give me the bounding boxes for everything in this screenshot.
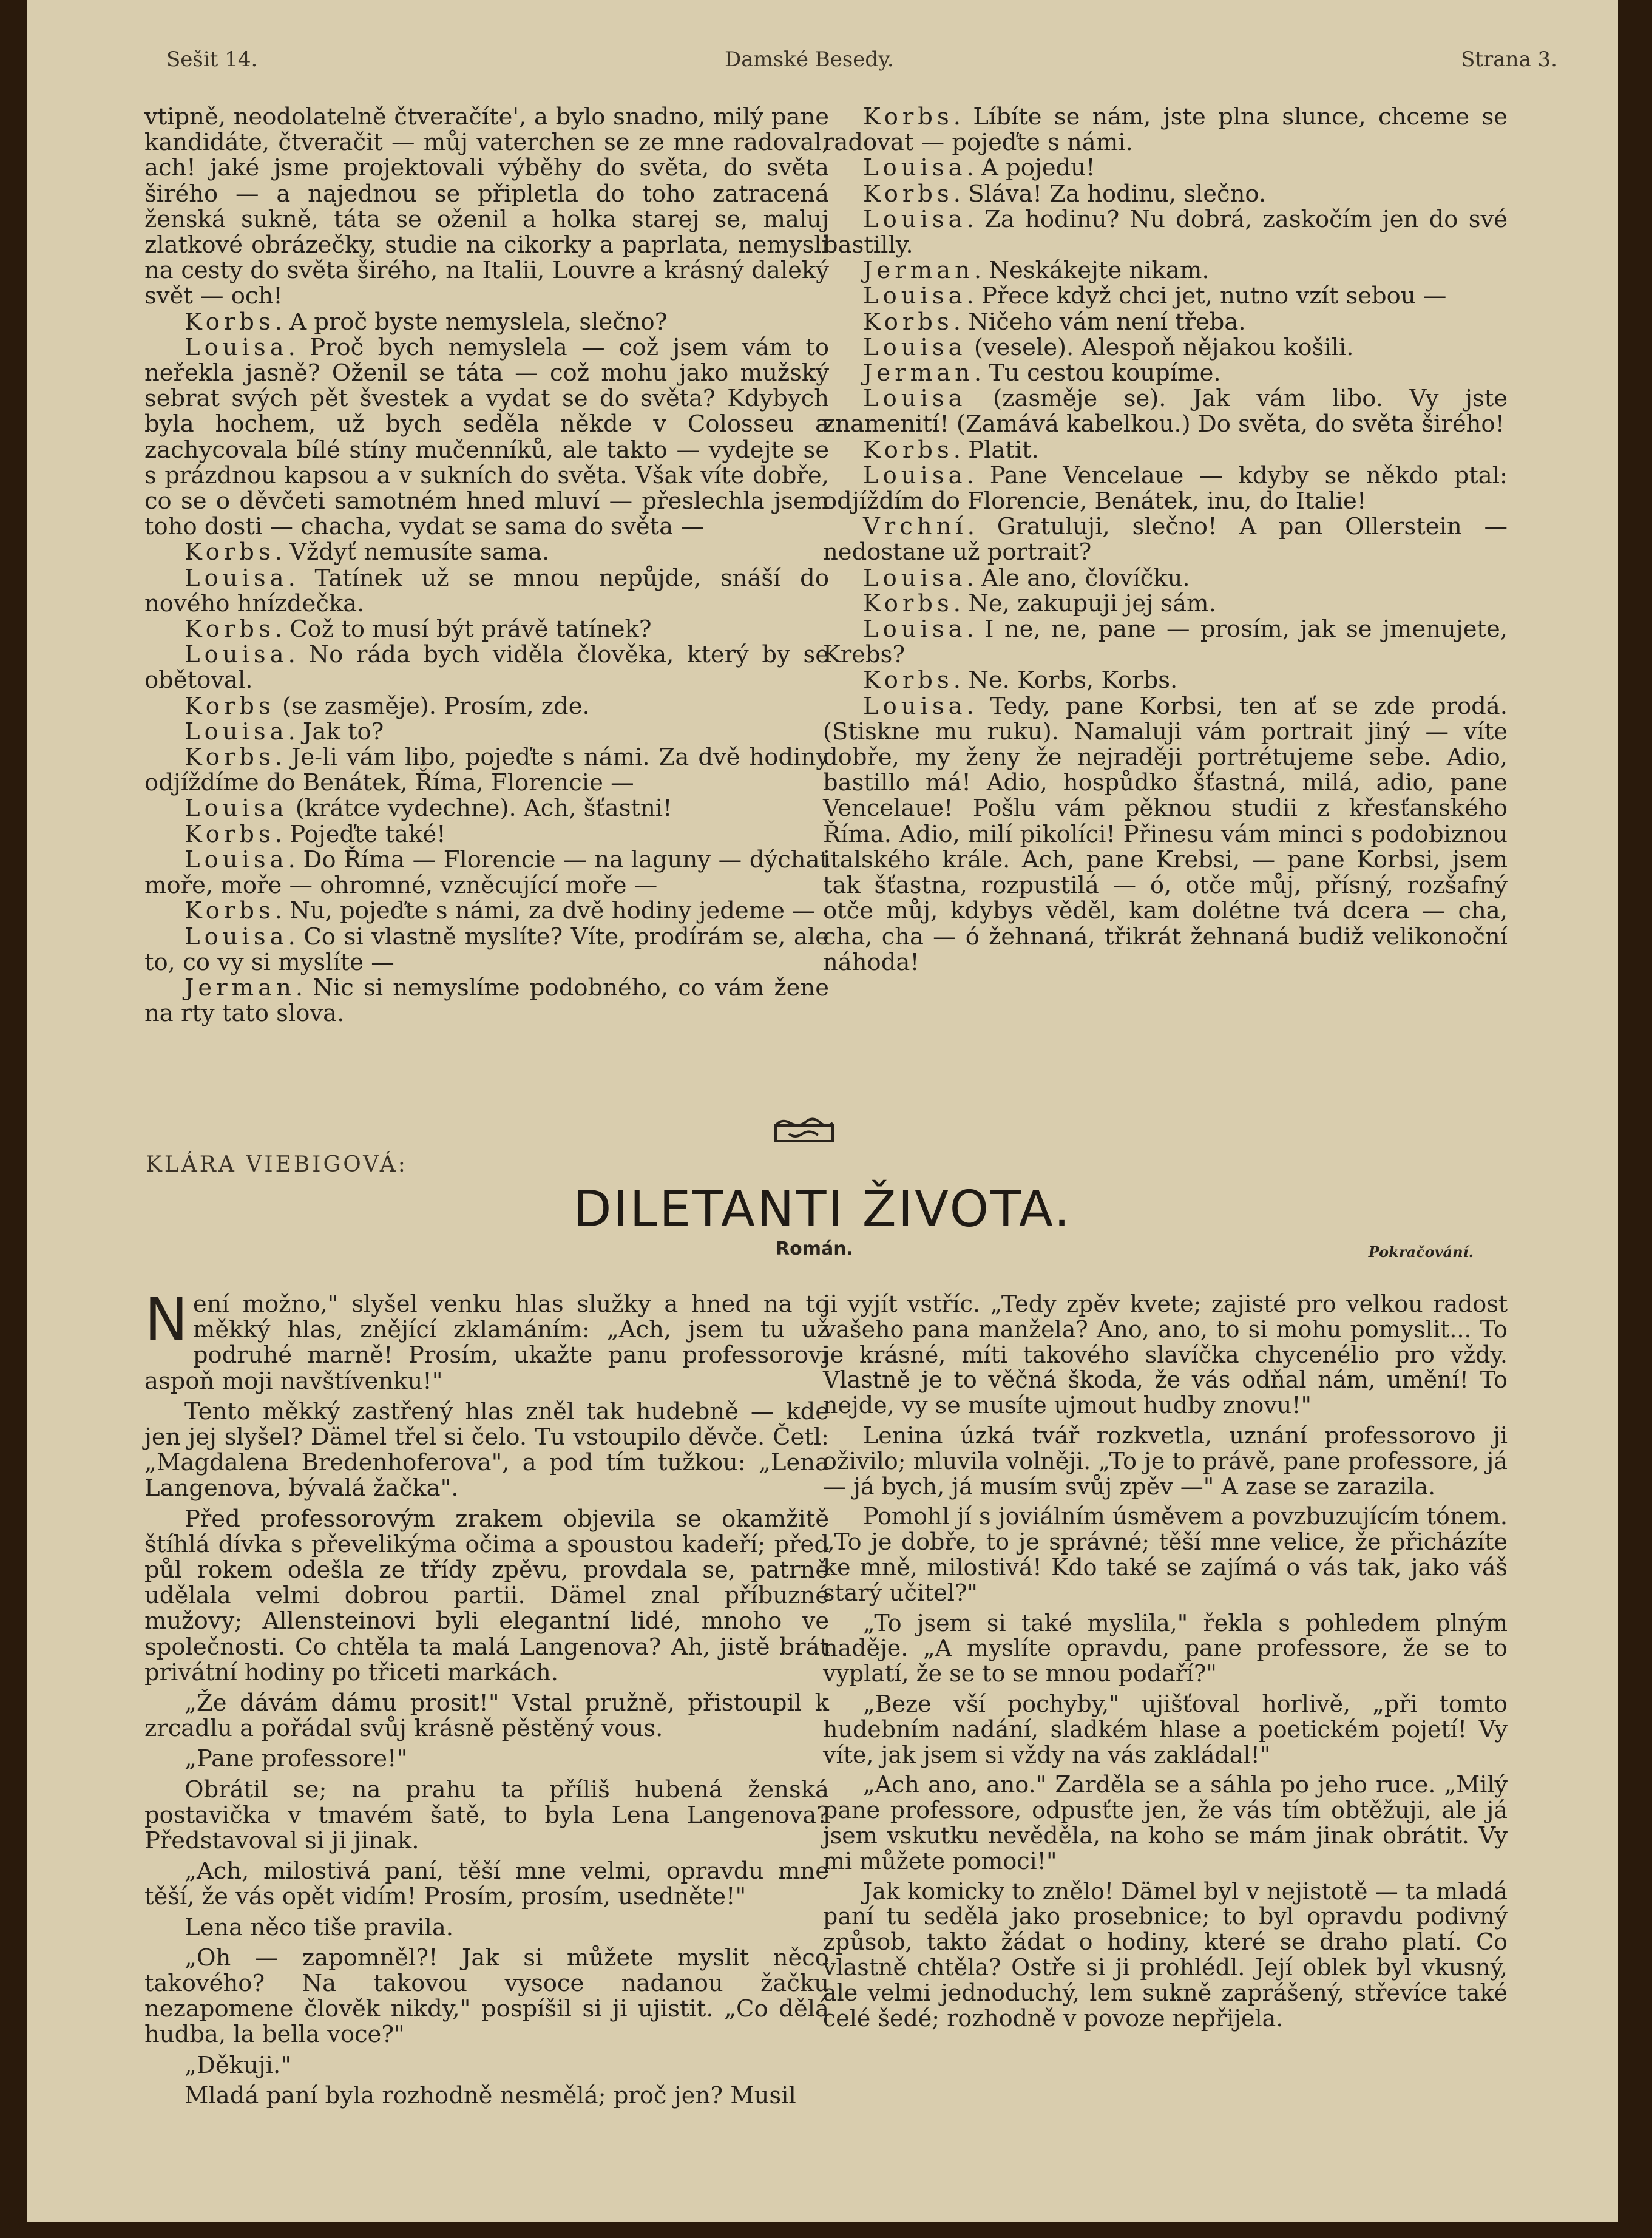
dialogue-line: Korbs. Vždyť nemusíte sama. [184,538,550,566]
paragraph-text: ení možno," slyšel venku hlas služky a hned na to měkký hlas, znějící zklamáním: „Ach, jsem tu už podruhé marně! Prosím, ukažte panu professorovi aspoň moji navštívenku!" [144,1290,829,1395]
speaker-name: Louisa [184,795,288,822]
speaker-name: Louisa [863,615,967,643]
paragraph: „To jsem si také myslila," řekla s pohledem plným naděje. „A myslíte opravdu, pane professore, že se to vyplatí, že se to se mnou podaří?" [823,1609,1508,1687]
paragraph: ji vyjít vstříc. „Tedy zpěv kvete; zajisté pro velkou radost vašeho pana manžela? Ano, ano, to si mohu pomyslit... To je krásné, míti takového slavíčka chycenélio pro vždy. Vlastně je to věčná škoda, že vás odňal nám, umění! To nejde, vy se musíte ujmout hudby znovu!" [823,1290,1508,1419]
play-column-left [144,104,829,1026]
speaker-name: Korbs [863,103,953,131]
speaker-name: Louisa [184,846,288,873]
paragraph: Tento měkký zastřený hlas zněl tak hudebně — kde jen jej slyšel? Dämel třel si čelo. Tu vstoupilo děvče. Četl: „Magdalena Bredenhoferova", a pod tím tužkou: „Lena Langenova, bývalá žačka". [144,1397,829,1502]
speaker-name: Louisa [184,641,288,669]
speaker-name: Vrchní [863,513,967,541]
dialogue-line: Jerman. Nic si nemyslíme podobného, co vám žene na rty tato slova. [144,974,829,1028]
dialogue-line: Louisa. I ne, ne, pane — prosím, jak se jmenujete, Krebs? [823,615,1508,669]
dialogue-line: Louisa. Do Říma — Florencie — na laguny — dýchat moře, moře — ohromné, vzněcující moře — [144,846,829,900]
speaker-name: Korbs [184,897,275,925]
continuation-note: Pokračování. [1368,1243,1474,1261]
speaker-name: Louisa [184,923,288,951]
dialogue-line: Korbs. Ničeho vám není třeba. [863,308,1246,336]
speaker-name: Korbs [184,308,275,336]
speaker-name: Korbs [184,538,275,566]
magazine-page [27,0,1618,2222]
paragraph: Lenina úzká tvář rozkvetla, uznání professorovo ji oživilo; mluvila volněji. „To je to právě, pane professore, já — já bych, já musím svůj zpěv —" A zase se zarazila. [823,1422,1508,1500]
dialogue-line: Korbs. Líbíte se nám, jste plna slunce, chceme se radovat — pojeďte s námi. [823,103,1508,157]
dialogue-line: Jerman. Tu cestou koupíme. [863,359,1221,387]
opening-paragraph [144,1286,829,1395]
dialogue-line: Louisa. No ráda bych viděla člověka, který by se obětoval. [144,641,829,694]
dialogue-line: Korbs. Sláva! Za hodinu, slečno. [863,180,1267,208]
magazine-name: Damské Besedy. [725,47,894,72]
dialogue-line: Louisa. Ale ano, človíčku. [863,564,1190,592]
speaker-name: Louisa [863,333,967,361]
dialogue-line: Korbs. Což to musí být právě tatínek? [184,615,652,643]
speaker-name: Jerman [863,359,974,387]
speaker-name: Korbs [863,589,953,617]
paragraph: „Děkuji." [184,2051,291,2079]
speaker-name: Louisa [863,205,967,233]
dialogue-line: Louisa. Tatínek už se mnou nepůjde, snáší do nového hnízdečka. [144,564,829,617]
dialogue-line: Korbs. Je-li vám libo, pojeďte s námi. Za dvě hodiny odjíždíme do Benátek, Říma, Florencie — [144,744,829,797]
speaker-name: Korbs [863,308,953,336]
speaker-name: Louisa [863,692,967,720]
novel-title: DILETANTI ŽIVOTA. [573,1181,1072,1238]
dialogue-line: Korbs. Nu, pojeďte s námi, za dvě hodiny jedeme — [184,897,816,925]
speaker-name: Louisa [184,717,288,745]
speaker-name: Korbs [184,615,275,643]
paragraph: „Že dávám dámu prosit!" Vstal pružně, přistoupil k zrcadlu a pořádal svůj krásně pěstěný vous. [144,1689,829,1743]
dialogue-line: Korbs. A proč byste nemyslela, slečno? [184,308,668,336]
paragraph: „Oh — zapomněl?! Jak si můžete myslit něco takového? Na takovou vysoce nadanou žačku nezapomene člověk nikdy," pospíšil si ji ujistit. „Co dělá hudba, la bella voce?" [144,1944,829,2049]
issue-number: Sešit 14. [166,47,258,72]
dialogue-line: Korbs (se zasměje). Prosím, zde. [184,692,590,720]
speaker-name: Korbs [863,436,953,464]
dialogue-line: Louisa. Tedy, pane Korbsi, ten ať se zde prodá. (Stiskne mu ruku). Namaluji vám portrait jiný — víte dobře, my ženy že nejraději portrétujeme sebe. Adio, bastillo má! Adio, hospůdko šťastná, milá, adio, pane Vencelaue! Pošlu vám pěknou studii z křesťanského Říma. Adio, milí pikolíci! Přinesu vám minci s podobiznou italského krále. Ach, pane Krebsi, — pane Korbsi, jsem tak šťastna, rozpustilá — ó, otče můj, přísný, rozšafný otče můj, kdybys věděl, kam dolétne tvá dcera — cha, cha, cha — ó žehnaná, třikrát žehnaná budiž velikonoční náhoda! [823,692,1508,976]
speaker-name: Korbs [863,180,953,208]
novel-column-right [823,1292,1508,2036]
dialogue-line: Louisa (zasměje se). Jak vám libo. Vy jste znamenití! (Zamává kabelkou.) Do světa, do světa širého! [823,385,1508,438]
paragraph: „Beze vší pochyby," ujišťoval horlivě, „při tomto hudebním nadání, sladkém hlase a poetickém pojetí! Vy víte, jak jsem si vždy na vás zakládal!" [823,1690,1508,1768]
dialogue-line: Louisa. Za hodinu? Nu dobrá, zaskočím jen do své bastilly. [823,205,1508,259]
drop-cap: N [144,1286,188,1354]
speaker-name: Louisa [863,385,967,413]
paragraph: „Ach, milostivá paní, těší mne velmi, opravdu mne těší, že vás opět vidím! Prosím, prosím, usedněte!" [144,1857,829,1911]
paragraph: vtipně, neodolatelně čtveračíte', a bylo snadno, milý pane kandidáte, čtveračit — můj vaterchen se ze mne radoval, ach! jaké jsme projektovali výběhy do světa, do světa širého — a najednou se připletla do toho zatracená ženská sukně, táta se oženil a holka starej se, maluj zlatkové obrázečky, studie na cikorky a paprlata, nemysli na cesty do světa širého, na Italii, Louvre a krásný daleký svět — och! [144,103,829,310]
dialogue-line: Louisa. Co si vlastně myslíte? Víte, prodírám se, ale to, co vy si myslíte — [144,923,829,976]
dialogue-line: Korbs. Pojeďte také! [184,820,446,848]
paragraph: Mladá paní byla rozhodně nesmělá; proč jen? Musil [184,2081,796,2109]
paragraph: „Ach ano, ano." Zarděla se a sáhla po jeho ruce. „Milý pane professore, odpusťte jen, že vás tím obtěžuji, ale já jsem vskutku nevěděla, na koho se mám jinak obrátit. Vy mi můžete pomoci!" [823,1771,1508,1874]
page-number: Strana 3. [1461,47,1557,72]
play-column-right [823,104,1508,975]
dialogue-line: Korbs. Ne, zakupuji jej sám. [863,589,1216,617]
speaker-name: Korbs [184,692,275,720]
speaker-name: Korbs [184,744,275,771]
dialogue-line: Jerman. Neskákejte nikam. [863,257,1210,285]
genre-subtitle: Román. [776,1238,853,1260]
dialogue-line: Louisa (vesele). Alespoň nějakou košili. [863,333,1354,361]
speaker-name: Louisa [863,282,967,310]
dialogue-line: Louisa. Pane Vencelaue — kdyby se někdo ptal: odjíždím do Florencie, Benátek, inu, do Italie! [823,461,1508,515]
dialogue-line: Louisa. A pojedu! [863,154,1095,182]
dialogue-line: Korbs. Ne. Korbs, Korbs. [863,666,1178,694]
speaker-name: Louisa [863,461,967,489]
speaker-name: Louisa [863,154,967,182]
speaker-name: Louisa [863,564,967,592]
speaker-name: Korbs [863,666,953,694]
paragraph: Před professorovým zrakem objevila se okamžitě štíhlá dívka s převelikýma očima a spoustou kadeří; před půl rokem odešla ze třídy zpěvu, provdala se, patrně udělala velmi dobrou partii. Dämel znal příbuzné mužovy; Allensteinovi byli elegantní lidé, mnoho ve společnosti. Co chtěla ta malá Langenova? Ah, jistě brát privátní hodiny po třiceti markách. [144,1505,829,1686]
speaker-name: Louisa [184,333,288,361]
speaker-name: Louisa [184,564,288,592]
dialogue-line: Louisa. Jak to? [184,717,384,745]
speaker-name: Korbs [184,820,275,848]
author-name: KLÁRA VIEBIGOVÁ: [146,1152,408,1177]
dialogue-line: Vrchní. Gratuluji, slečno! A pan Ollerstein — nedostane už portrait? [823,513,1508,566]
paragraph: Pomohl jí s joviálním úsměvem a povzbuzujícím tónem. „To je dobře, to je správné; těší mne velice, že přicházíte ke mně, milostivá! Kdo také se zajímá o vás tak, jako váš starý učitel?" [823,1503,1508,1606]
dialogue-line: Louisa (krátce vydechne). Ach, šťastni! [184,795,672,822]
paragraph: „Pane professore!" [184,1745,408,1773]
novel-column-left [144,1286,829,2114]
paragraph: Obrátil se; na prahu ta příliš hubená ženská postavička v tmavém šatě, to byla Lena Langenova? Představoval si ji jinak. [144,1775,829,1855]
speaker-name: Jerman [863,257,974,285]
dialogue-line: Korbs. Platit. [863,436,1039,464]
speaker-name: Jerman [184,974,296,1002]
paragraph: Lena něco tiše pravila. [184,1913,454,1941]
dialogue-line: Louisa. Přece když chci jet, nutno vzít sebou — [863,282,1447,310]
paragraph: Jak komicky to znělo! Dämel byl v nejistotě — ta mladá paní tu seděla jako prosebnice; to byl opravdu podivný způsob, takto žádat o hodiny, které se draho platí. Co vlastně chtěla? Ostře si ji prohlédl. Její oblek byl vkusný, ale velmi jednoduchý, lem sukně zaprášený, střevíce také celé šedé; rozhodně v povoze nepřijela. [823,1877,1508,2032]
section-ornament [771,1117,838,1147]
dialogue-line: Louisa. Proč bych nemyslela — což jsem vám to neřekla jasně? Oženil se táta — což mohu jako mužský sebrat svých pět švestek a vydat se do světa? Kdybych byla hochem, už bych seděla někde v Colosseu a zachycovala bílé stíny mučenníků, ale takto — vydejte se s prázdnou kapsou a v sukních do světa. Však víte dobře, co se o děvčeti samotném hned mluví — přeslechla jsem toho dosti — chacha, vydat se sama do světa — [144,333,829,541]
